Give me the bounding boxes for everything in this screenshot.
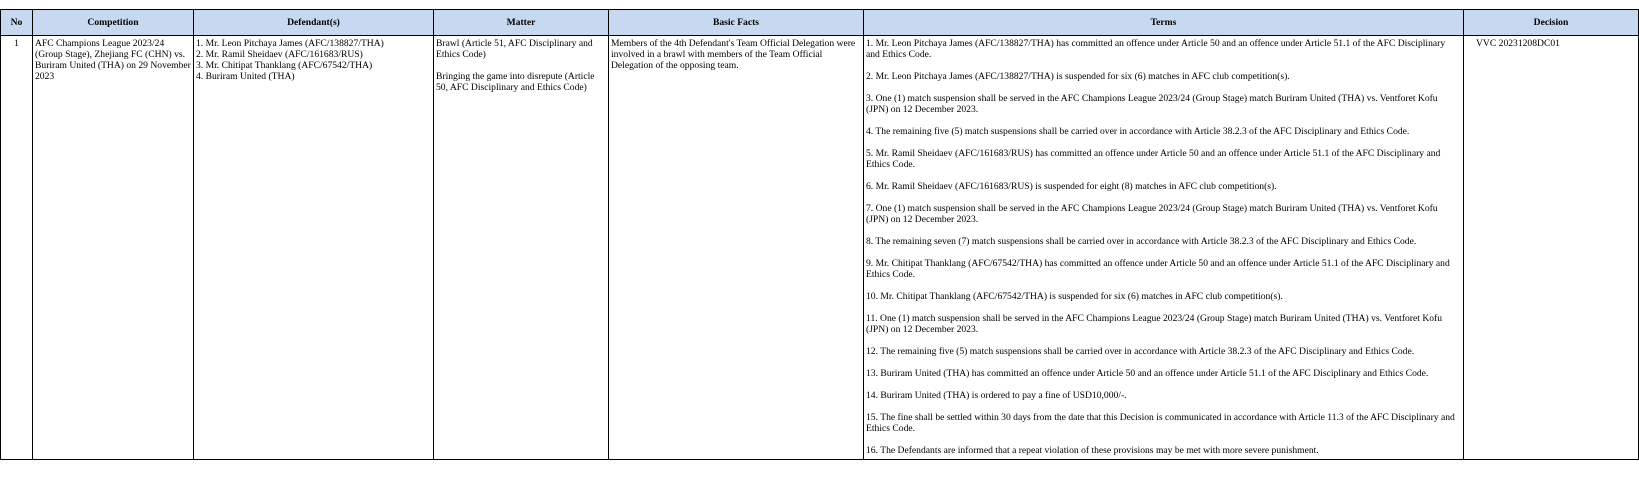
header-decision: Decision: [1464, 10, 1639, 36]
cell-defendants: [194, 36, 434, 460]
defendant-item: 1. Mr. Leon Pitchaya James (AFC/138827/THA): [196, 38, 384, 49]
term-item: 14. Buriram United (THA) is ordered to pay a fine of USD10,000/-.: [866, 390, 1127, 401]
matter-item: Bringing the game into disrepute (Article 50, AFC Disciplinary and Ethics Code): [436, 71, 595, 93]
cell-basic-facts: Members of the 4th Defendant's Team Official Delegation were involved in a brawl with members of the Team Official Delegation of the opposing team.: [609, 36, 864, 460]
header-basic-facts: Basic Facts: [609, 10, 864, 36]
term-item: 7. One (1) match suspension shall be served in the AFC Champions League 2023/24 (Group Stage) match Buriram United (THA) vs. Ventforet Kofu (JPN) on 12 December 2023.: [866, 203, 1438, 225]
matter-item: Brawl (Article 51, AFC Disciplinary and Ethics Code): [436, 38, 593, 60]
cell-decision: VVC 20231208DC01: [1464, 36, 1639, 460]
table-header-row: [1, 10, 1639, 36]
term-item: 9. Mr. Chitipat Thanklang (AFC/67542/THA) has committed an offence under Article 50 and an offence under Article 51.1 of the AFC Disciplinary and Ethics Code.: [866, 258, 1450, 280]
term-item: 16. The Defendants are informed that a repeat violation of these provisions may be met with more severe punishment.: [866, 445, 1319, 456]
term-item: 13. Buriram United (THA) has committed an offence under Article 50 and an offence under Article 51.1 of the AFC Disciplinary and Ethics Code.: [866, 368, 1429, 379]
term-item: 10. Mr. Chitipat Thanklang (AFC/67542/THA) is suspended for six (6) matches in AFC club competition(s).: [866, 291, 1283, 302]
cell-matter: [434, 36, 609, 460]
disciplinary-decisions-table: [0, 9, 1639, 460]
header-no: No: [1, 10, 33, 36]
term-item: 12. The remaining five (5) match suspensions shall be carried over in accordance with Article 38.2.3 of the AFC Disciplinary and Ethics Code.: [866, 346, 1415, 357]
header-matter: Matter: [434, 10, 609, 36]
defendant-item: 4. Buriram United (THA): [196, 71, 295, 82]
cell-no: 1: [1, 36, 33, 460]
term-item: 1. Mr. Leon Pitchaya James (AFC/138827/THA) has committed an offence under Article 50 and an offence under Article 51.1 of the AFC Disciplinary and Ethics Code.: [866, 38, 1446, 60]
header-terms: Terms: [864, 10, 1464, 36]
term-item: 2. Mr. Leon Pitchaya James (AFC/138827/THA) is suspended for six (6) matches in AFC club competition(s).: [866, 71, 1290, 82]
term-item: 6. Mr. Ramil Sheidaev (AFC/161683/RUS) is suspended for eight (8) matches in AFC club competition(s).: [866, 181, 1277, 192]
header-defendants: Defendant(s): [194, 10, 434, 36]
term-item: 8. The remaining seven (7) match suspensions shall be carried over in accordance with Article 38.2.3 of the AFC Disciplinary and Ethics Code.: [866, 236, 1417, 247]
table-row: [1, 36, 1639, 460]
cell-competition: AFC Champions League 2023/24 (Group Stage), Zhejiang FC (CHN) vs. Buriram United (THA) on 29 November 2023: [33, 36, 194, 460]
term-item: 15. The fine shall be settled within 30 days from the date that this Decision is communicated in accordance with Article 11.3 of the AFC Disciplinary and Ethics Code.: [866, 412, 1455, 434]
cell-terms: [864, 36, 1464, 460]
defendant-item: 3. Mr. Chitipat Thanklang (AFC/67542/THA): [196, 60, 373, 71]
term-item: 3. One (1) match suspension shall be served in the AFC Champions League 2023/24 (Group Stage) match Buriram United (THA) vs. Ventforet Kofu (JPN) on 12 December 2023.: [866, 93, 1438, 115]
header-competition: Competition: [33, 10, 194, 36]
term-item: 5. Mr. Ramil Sheidaev (AFC/161683/RUS) has committed an offence under Article 50 and an offence under Article 51.1 of the AFC Disciplinary and Ethics Code.: [866, 148, 1441, 170]
term-item: 4. The remaining five (5) match suspensions shall be carried over in accordance with Article 38.2.3 of the AFC Disciplinary and Ethics Code.: [866, 126, 1410, 137]
defendant-item: 2. Mr. Ramil Sheidaev (AFC/161683/RUS): [196, 49, 363, 60]
term-item: 11. One (1) match suspension shall be served in the AFC Champions League 2023/24 (Group Stage) match Buriram United (THA) vs. Ventforet Kofu (JPN) on 12 December 2023.: [866, 313, 1443, 335]
